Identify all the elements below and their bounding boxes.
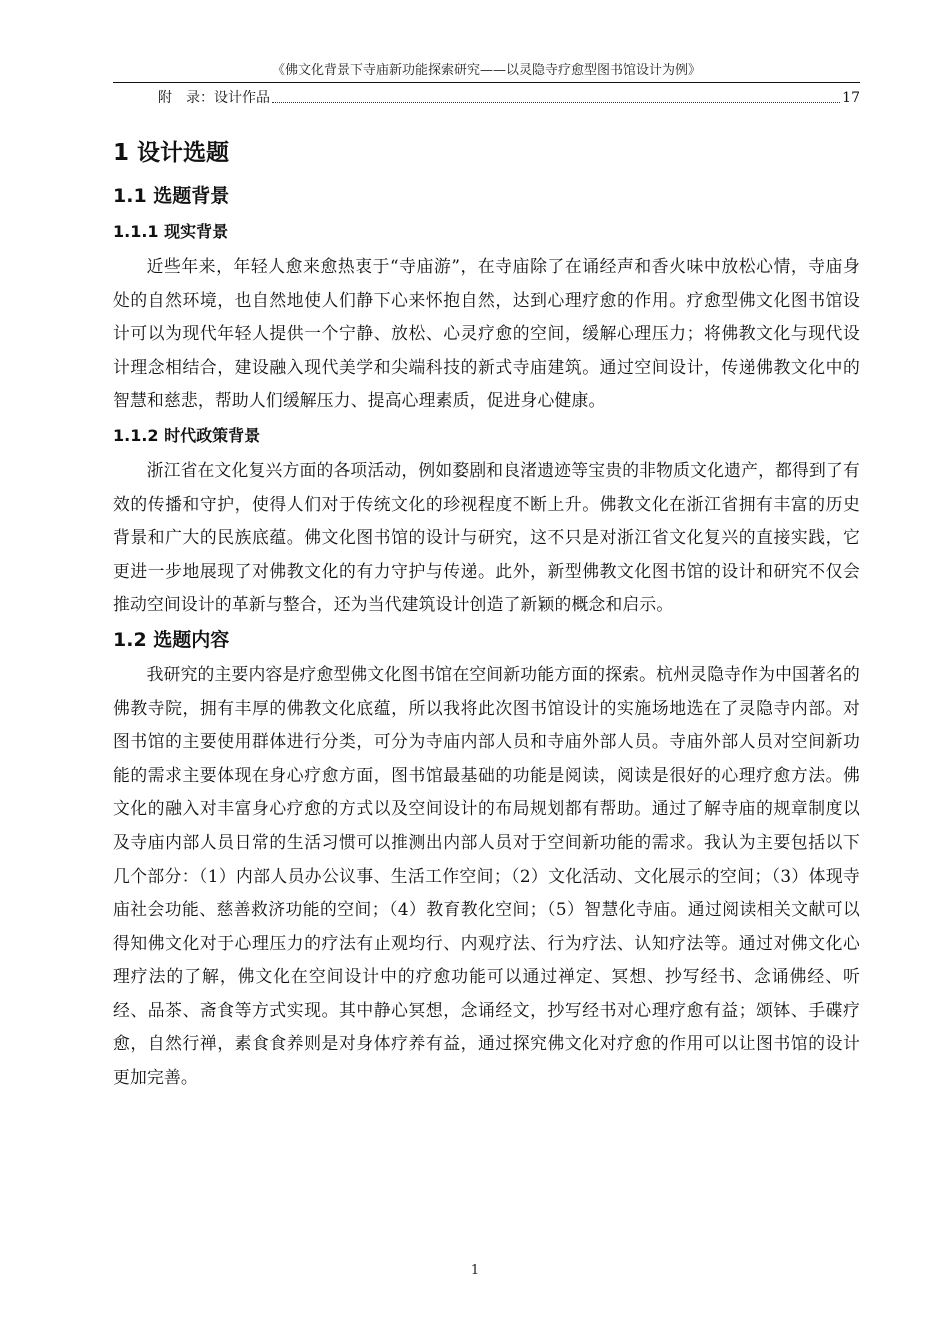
subsection-heading-1-1-1: 1.1.1 现实背景 [113, 222, 229, 241]
page-number: 1 [470, 1263, 480, 1278]
section-heading-1-1: 1.1 选题背景 [113, 185, 230, 207]
toc-entry-label: 附 录：设计作品 [158, 90, 270, 106]
paragraph-reality-background: 近些年来，年轻人愈来愈热衷于“寺庙游”，在寺庙除了在诵经声和香火味中放松心情，寺庙身处的自然环境，也自然地使人们静下心来怀抱自然，达到心理疗愈的作用。疗愈型佛文化图书馆设计可以为现代年轻人提供一个宁静、放松、心灵疗愈的空间，缓解心理压力；将佛教文化与现代设计理念相结合，建设融入现代美学和尖端科技的新式寺庙建筑。通过空间设计，传递佛教文化中的智慧和慈悲，帮助人们缓解压力、提高心理素质，促进身心健康。 [113, 256, 860, 411]
section-heading-1-2: 1.2 选题内容 [113, 628, 230, 651]
running-header: 《佛文化背景下寺庙新功能探索研究——以灵隐寺疗愈型图书馆设计为例》 [271, 63, 701, 78]
toc-leader-dots [272, 102, 840, 103]
chapter-heading: 1 设计选题 [113, 140, 230, 166]
paragraph-policy-background: 浙江省在文化复兴方面的各项活动，例如婺剧和良渚遗迹等宝贵的非物质文化遗产，都得到了有效的传播和守护，使得人们对于传统文化的珍视程度不断上升。佛教文化在浙江省拥有丰富的历史背景和广大的民族底蕴。佛文化图书馆的设计与研究，这不只是对浙江省文化复兴的直接实践，它更进一步地展现了对佛教文化的有力守护与传递。此外，新型佛教文化图书馆的设计和研究不仅会推动空间设计的革新与整合，还为当代建筑设计创造了新颖的概念和启示。 [113, 459, 860, 615]
toc-entry-appendix[interactable] [158, 87, 860, 109]
document-body [113, 128, 860, 1095]
subsection-heading-1-1-2: 1.1.2 时代政策背景 [113, 425, 261, 445]
header-rule [113, 82, 860, 83]
toc-entry-page: 17 [842, 90, 860, 106]
paragraph-topic-content: 我研究的主要内容是疗愈型佛文化图书馆在空间新功能方面的探索。杭州灵隐寺作为中国著名的佛教寺院，拥有丰厚的佛教文化底蕴，所以我将此次图书馆设计的实施场地选在了灵隐寺内部。对图书馆的主要使用群体进行分类，可分为寺庙内部人员和寺庙外部人员。寺庙外部人员对空间新功能的需求主要体现在身心疗愈方面，图书馆最基础的功能是阅读，阅读是很好的心理疗愈方法。佛文化的融入对丰富身心疗愈的方式以及空间设计的布局规划都有帮助。通过了解寺庙的规章制度以及寺庙内部人员日常的生活习惯可以推测出内部人员对于空间新功能的需求。我认为主要包括以下几个部分：（1）内部人员办公议事、生活工作空间；（2）文化活动、文化展示的空间；（3）体现寺庙社会功能、慈善救济功能的空间；（4）教育教化空间；（5）智慧化寺庙。通过阅读相关文献可以得知佛文化对于心理压力的疗法有止观均行、内观疗法、行为疗法、认知疗法等。通过对佛文化心理疗法的了解，佛文化在空间设计中的疗愈功能可以通过禅定、冥想、抄写经书、念诵佛经、听经、品茶、斋食等方式实现。其中静心冥想，念诵经文，抄写经书对心理疗愈有益；颂钵、手碟疗愈，自然行禅，素食食养则是对身体疗养有益，通过探究佛文化对疗愈的作用可以让图书馆的设计更加完善。 [113, 663, 860, 1088]
